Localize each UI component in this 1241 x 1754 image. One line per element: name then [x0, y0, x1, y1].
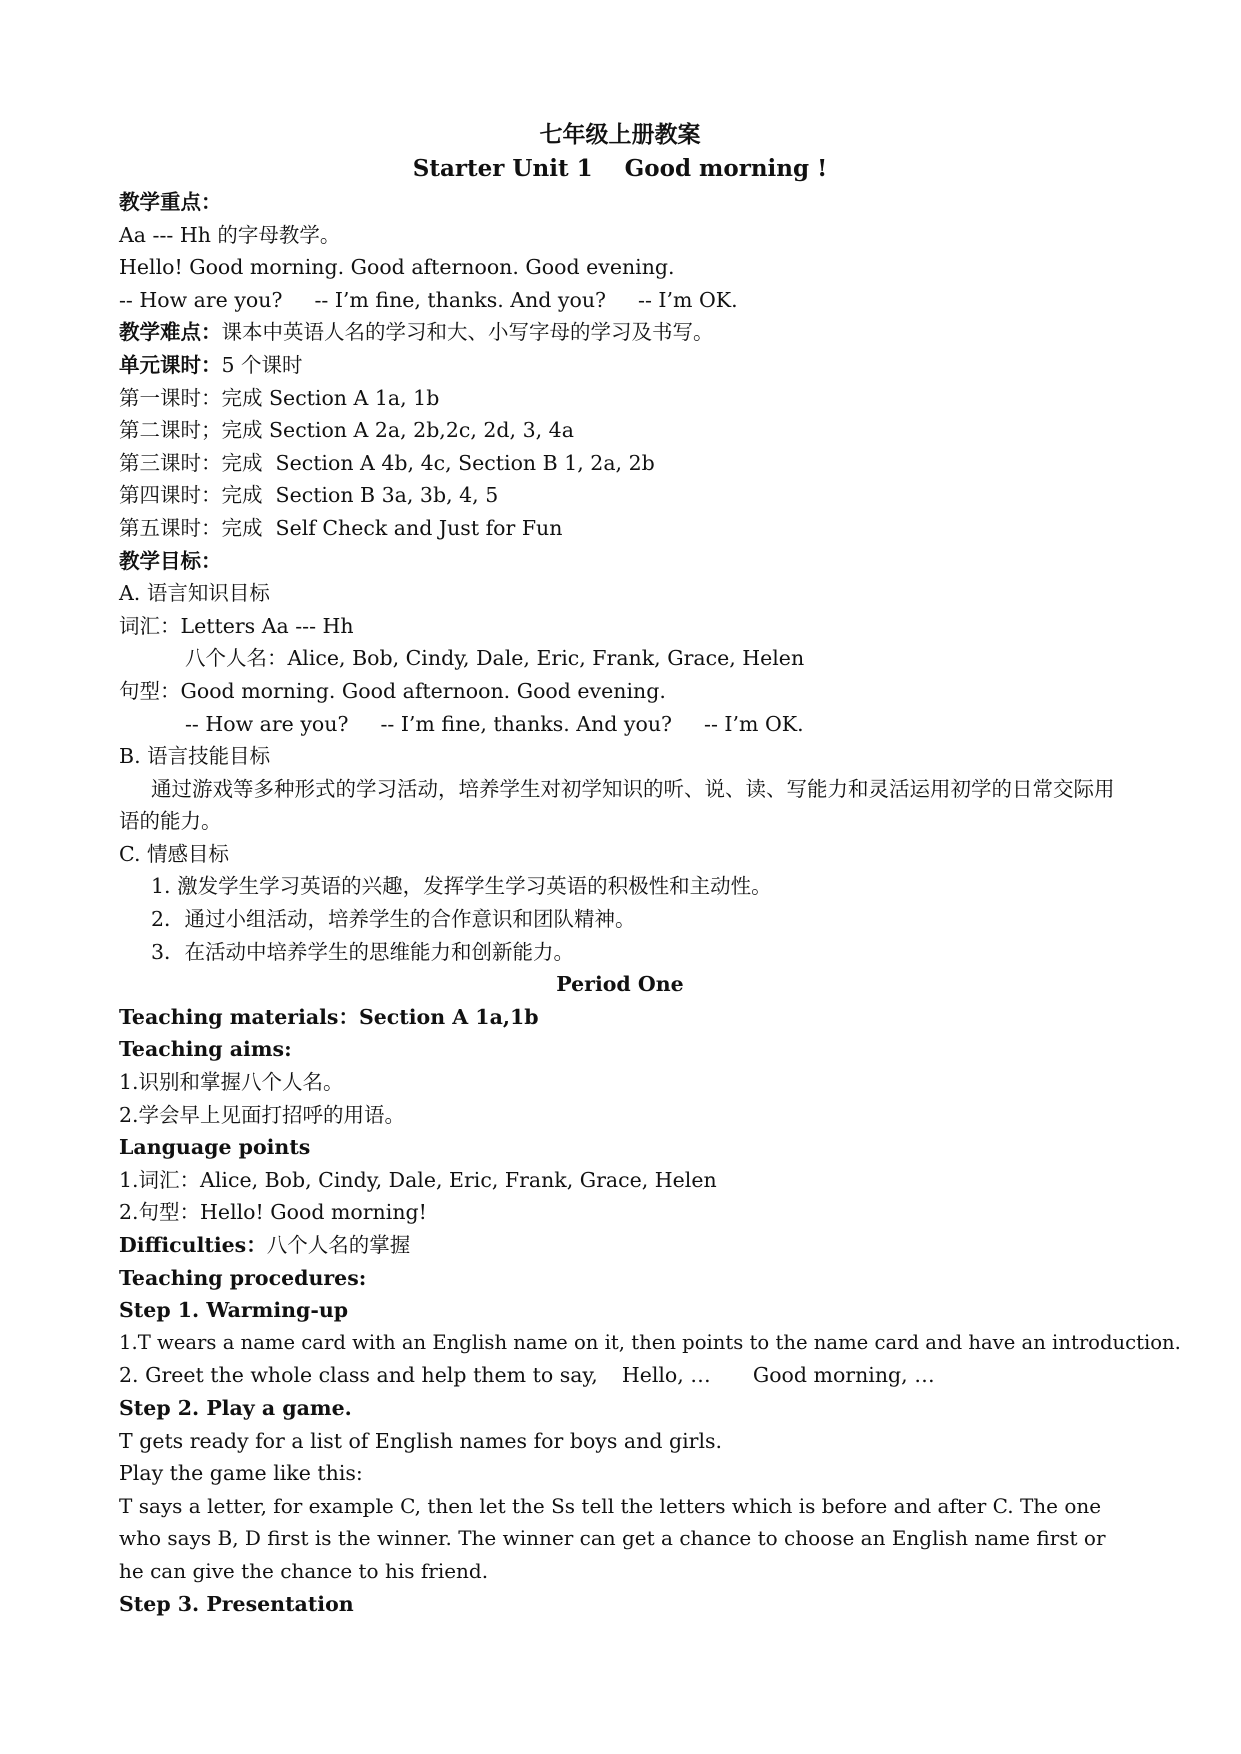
language-points-label: Language points	[119, 1135, 311, 1160]
document-title: 七年级上册教案	[539, 121, 701, 148]
lesson-item: 第五课时：完成 Self Check and Just for Fun	[119, 515, 563, 540]
lesson-item: 第一课时：完成 Section A 1a, 1b	[119, 385, 440, 410]
step-2-line: T gets ready for a list of English names for boys and girls.	[119, 1428, 723, 1453]
difficulties-text: 八个人名的掌握	[266, 1233, 411, 1257]
step-3-heading: Step 3. Presentation	[119, 1591, 354, 1616]
difficulties-row	[119, 1229, 1121, 1262]
sentence-label: 句型：	[119, 678, 181, 703]
greeting-instruction: 2. Greet the whole class and help them to say,	[119, 1363, 598, 1388]
goal-a-heading: A. 语言知识目标	[119, 581, 270, 606]
sentence-dialog	[119, 708, 1121, 741]
goal-c-heading: C. 情感目标	[119, 841, 229, 866]
goal-c-item: 3．在活动中培养学生的思维能力和创新能力。	[151, 939, 575, 964]
vocab-row	[119, 610, 1121, 643]
greeting-morning: Good morning, …	[752, 1363, 935, 1388]
dialog-reply: -- I’m OK.	[704, 711, 804, 736]
step-2-paragraph: T says a letter, for example C, then let the Ss tell the letters which is before and after C. The one who says B, D first is the winner. The winner can get a chance to choose an English name first or he can give the chance to his friend.	[119, 1493, 1106, 1583]
period-heading: Period One	[556, 972, 684, 997]
dialog-question: -- How are you?	[119, 287, 283, 312]
step-2-heading: Step 2. Play a game.	[119, 1395, 352, 1420]
difficulty-row	[119, 316, 1121, 349]
difficulty-text: 课本中英语人名的学习和大、小写字母的学习及书写。	[221, 320, 714, 345]
focus-line-1: Aa --- Hh 的字母教学。	[119, 222, 341, 247]
vocab-text: Letters Aa --- Hh	[180, 613, 354, 638]
names-row: 八个人名：Alice, Bob, Cindy, Dale, Eric, Frank, Grace, Helen	[185, 646, 805, 671]
step-1-line: 1.T wears a name card with an English name on it, then points to the name card and have an introduction.	[119, 1330, 1181, 1354]
teaching-aims-label: Teaching aims:	[119, 1037, 292, 1062]
procedures-label: Teaching procedures:	[119, 1265, 367, 1290]
goal-c-item: 2．通过小组活动，培养学生的合作意识和团队精神。	[151, 907, 636, 932]
sentence-row	[119, 675, 1121, 708]
step-1-heading: Step 1. Warming-up	[119, 1298, 349, 1323]
goals-label: 教学目标：	[119, 548, 222, 573]
aim-item: 2.学会早上见面打招呼的用语。	[119, 1102, 406, 1127]
hours-label: 单元课时：	[119, 352, 222, 377]
goal-b-paragraph: 通过游戏等多种形式的学习活动，培养学生对初学知识的听、说、读、写能力和灵活运用初学的日常交际用语的能力。	[119, 776, 1115, 834]
lesson-item: 第二课时；完成 Section A 2a, 2b,2c, 2d, 3, 4a	[119, 418, 574, 443]
aim-item: 1.识别和掌握八个人名。	[119, 1070, 344, 1095]
dialog-answer: -- I’m fine, thanks. And you?	[314, 287, 607, 312]
hours-row	[119, 349, 1121, 382]
dialog-question: -- How are you?	[185, 711, 349, 736]
difficulties-label: Difficulties：	[119, 1233, 267, 1257]
dialog-answer: -- I’m fine, thanks. And you?	[380, 711, 673, 736]
difficulty-label: 教学难点：	[119, 320, 222, 345]
focus-dialog	[119, 284, 1121, 317]
vocab-label: 词汇：	[119, 613, 181, 638]
language-point: 2.句型：Hello! Good morning!	[119, 1200, 427, 1225]
hours-text: 5 个课时	[221, 352, 303, 377]
lesson-item: 第三课时：完成 Section A 4b, 4c, Section B 1, 2a, 2b	[119, 450, 655, 475]
teaching-materials: Teaching materials：Section A 1a,1b	[119, 1004, 539, 1029]
focus-label: 教学重点：	[119, 190, 222, 214]
focus-line-2: Hello! Good morning. Good afternoon. Good evening.	[119, 255, 675, 280]
step-1-greeting	[119, 1359, 1121, 1392]
goal-b-heading: B. 语言技能目标	[119, 744, 271, 769]
lesson-item: 第四课时：完成 Section B 3a, 3b, 4, 5	[119, 483, 499, 508]
unit-title: Starter Unit 1 Good morning !	[412, 155, 828, 182]
dialog-reply: -- I’m OK.	[638, 287, 738, 312]
step-2-line: Play the game like this:	[119, 1461, 363, 1486]
sentence-text: Good morning. Good afternoon. Good evening.	[180, 678, 666, 703]
language-point: 1.词汇：Alice, Bob, Cindy, Dale, Eric, Frank, Grace, Helen	[119, 1167, 717, 1192]
goal-c-item: 1. 激发学生学习英语的兴趣，发挥学生学习英语的积极性和主动性。	[151, 874, 772, 899]
greeting-hello: Hello, …	[621, 1363, 711, 1388]
